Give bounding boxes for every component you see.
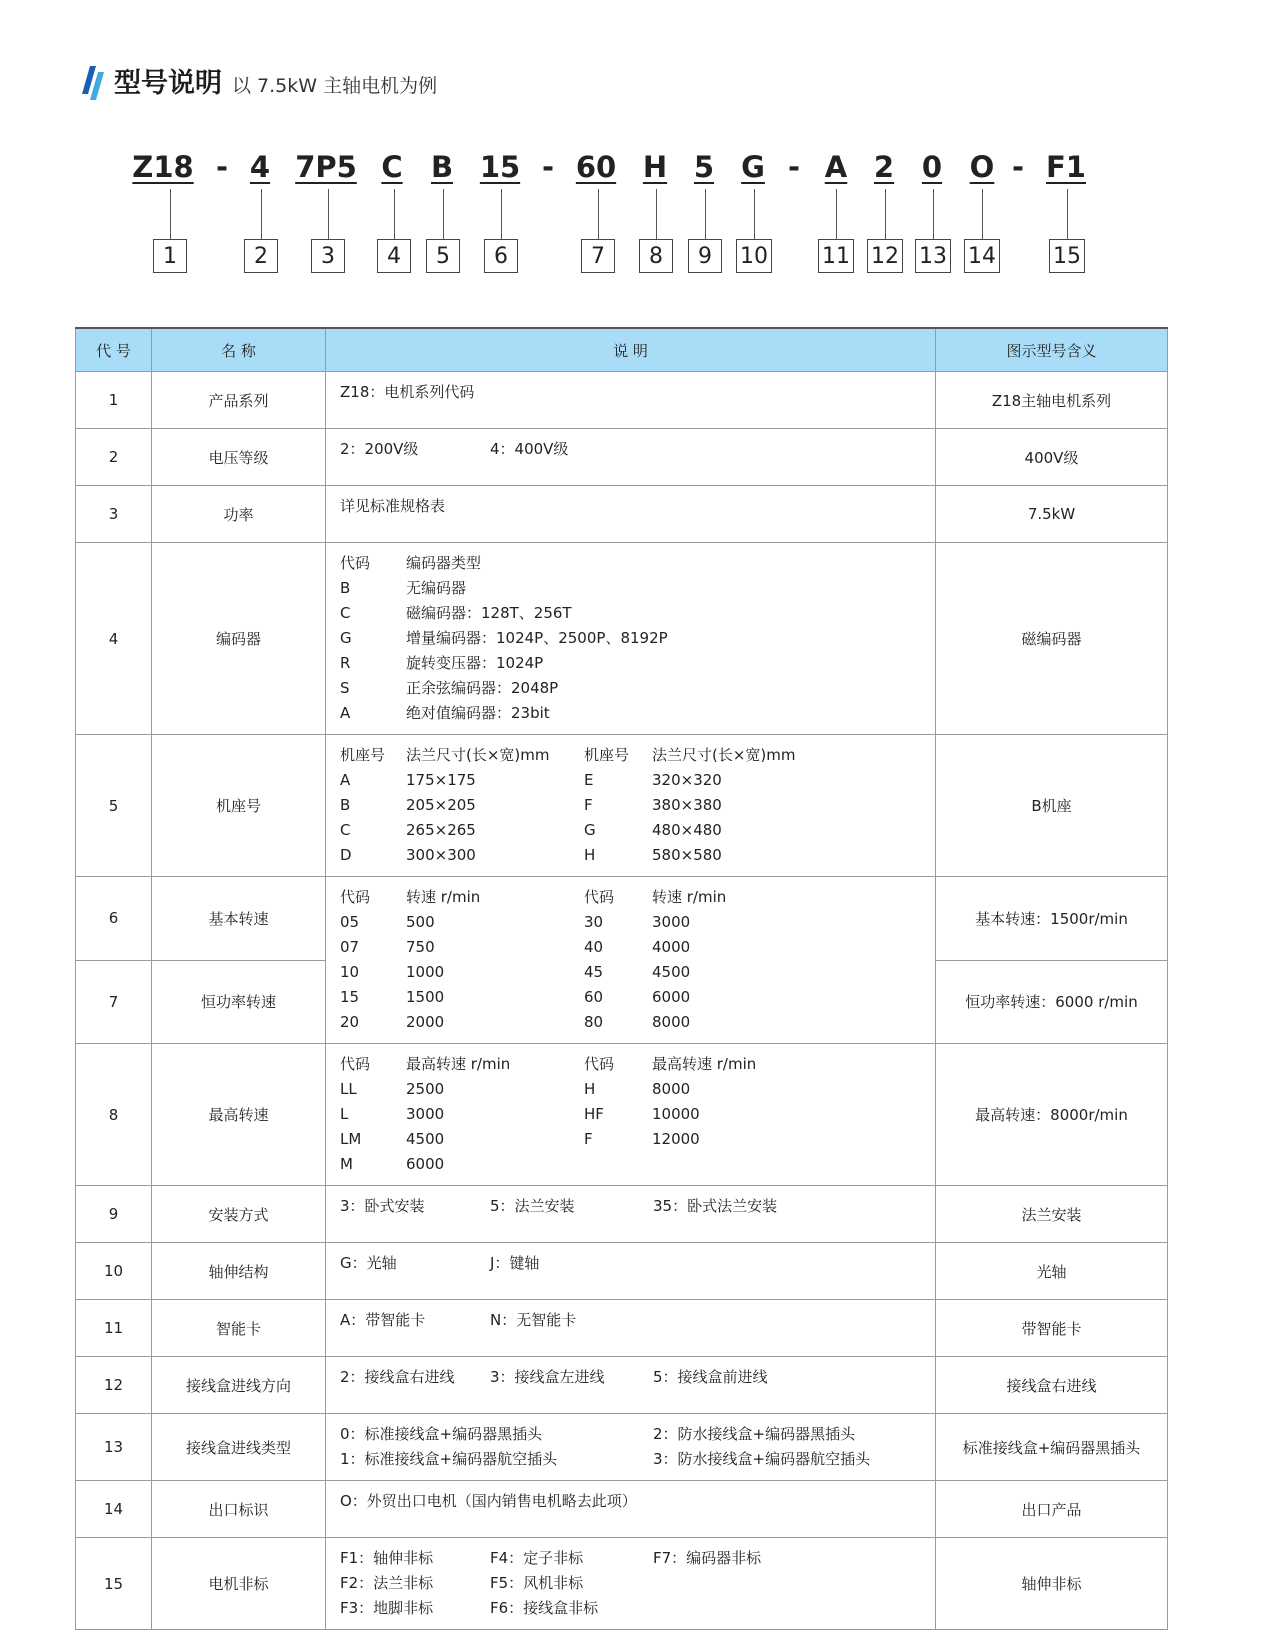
connector-line	[170, 189, 171, 239]
desc-cell: F7：编码器非标	[653, 1549, 762, 1567]
code-segment: 2	[873, 150, 895, 184]
row-name: 电机非标	[152, 1538, 326, 1630]
desc-cell: 205×205	[406, 796, 476, 814]
row-meaning: 光轴	[936, 1243, 1168, 1300]
row-code: 15	[76, 1538, 152, 1630]
row-meaning: 带智能卡	[936, 1300, 1168, 1357]
page-title: 型号说明	[114, 68, 222, 99]
position-number-box: 8	[639, 239, 673, 273]
row-code: 1	[76, 372, 152, 429]
column-header-code: 代 号	[76, 328, 152, 372]
row-meaning: 基本转速：1500r/min	[936, 877, 1168, 961]
code-segment: B	[430, 150, 454, 184]
desc-cell: 代码	[340, 554, 371, 572]
code-segment: G	[741, 150, 765, 184]
desc-cell: C	[340, 821, 351, 839]
desc-cell: L	[340, 1105, 349, 1123]
position-number-box: 2	[244, 239, 278, 273]
code-dash: -	[215, 150, 229, 184]
code-segment: C	[381, 150, 403, 184]
row-description	[326, 1357, 936, 1414]
row-meaning: B机座	[936, 735, 1168, 877]
desc-item: 3：接线盒左进线	[490, 1368, 605, 1386]
desc-item: 2：接线盒右进线	[340, 1368, 455, 1386]
row-description	[326, 429, 936, 486]
desc-cell: A	[340, 704, 351, 722]
desc-cell: 磁编码器：128T、256T	[406, 604, 572, 622]
desc-cell: 300×300	[406, 846, 476, 864]
column-header-meaning: 图示型号含义	[936, 328, 1168, 372]
table-row	[76, 1186, 1168, 1243]
desc-cell: 10	[340, 963, 360, 981]
row-name: 恒功率转速	[152, 960, 326, 1044]
row-description: 详见标准规格表	[326, 486, 936, 543]
desc-cell: 6000	[406, 1155, 445, 1173]
desc-cell: F	[584, 1130, 593, 1148]
row-name: 智能卡	[152, 1300, 326, 1357]
row-meaning: 标准接线盒+编码器黑插头	[936, 1414, 1168, 1481]
connector-line	[261, 189, 262, 239]
position-number-box: 14	[964, 239, 1000, 273]
page-subtitle: 以 7.5kW 主轴电机为例	[232, 75, 438, 97]
table-row	[76, 1243, 1168, 1300]
desc-cell: 转速 r/min	[406, 888, 481, 906]
row-code: 11	[76, 1300, 152, 1357]
desc-cell: 40	[584, 938, 604, 956]
connector-line	[443, 189, 444, 239]
code-segment: Z18	[132, 150, 194, 184]
code-segment: 5	[693, 150, 715, 184]
table-row	[76, 877, 1168, 961]
desc-cell	[584, 1152, 652, 1177]
desc-cell	[652, 1152, 921, 1177]
connector-line	[1067, 189, 1068, 239]
desc-cell: 80	[584, 1013, 604, 1031]
row-name: 安装方式	[152, 1186, 326, 1243]
desc-cell: D	[340, 846, 352, 864]
row-code: 7	[76, 960, 152, 1044]
desc-cell: 2500	[406, 1080, 445, 1098]
code-segment: A	[824, 150, 848, 184]
position-number-box: 13	[915, 239, 951, 273]
desc-item: 5：法兰安装	[490, 1197, 575, 1215]
desc-item: 3：卧式安装	[340, 1197, 425, 1215]
desc-cell: 8000	[652, 1013, 691, 1031]
desc-cell: 1000	[406, 963, 445, 981]
desc-cell: 旋转变压器：1024P	[406, 654, 544, 672]
row-name: 功率	[152, 486, 326, 543]
row-code: 6	[76, 877, 152, 961]
row-description	[326, 735, 936, 877]
table-header-row	[76, 328, 1168, 372]
row-meaning: 恒功率转速：6000 r/min	[936, 960, 1168, 1044]
row-description	[326, 543, 936, 735]
code-segment: 7P5	[295, 150, 357, 184]
table-row	[76, 543, 1168, 735]
model-code-diagram	[0, 0, 1269, 300]
desc-cell: B	[340, 579, 351, 597]
desc-cell: E	[584, 771, 594, 789]
row-meaning: 磁编码器	[936, 543, 1168, 735]
connector-line	[501, 189, 502, 239]
desc-cell: 380×380	[652, 796, 722, 814]
desc-cell: 10000	[652, 1105, 700, 1123]
desc-cell: 绝对值编码器：23bit	[406, 704, 550, 722]
row-code: 8	[76, 1044, 152, 1186]
row-description: Z18：电机系列代码	[326, 372, 936, 429]
row-name: 出口标识	[152, 1481, 326, 1538]
table-row	[76, 372, 1168, 429]
desc-cell: 代码	[340, 888, 371, 906]
connector-line	[982, 189, 983, 239]
code-segment: 4	[249, 150, 271, 184]
desc-cell: 0：标准接线盒+编码器黑插头	[340, 1425, 543, 1443]
table-row	[76, 429, 1168, 486]
desc-cell: 07	[340, 938, 360, 956]
code-dash: -	[541, 150, 555, 184]
code-segment: 60	[575, 150, 617, 184]
position-number-box: 12	[867, 239, 903, 273]
position-number-box: 1	[153, 239, 187, 273]
connector-line	[656, 189, 657, 239]
desc-cell: 1：标准接线盒+编码器航空插头	[340, 1450, 558, 1468]
desc-cell: 480×480	[652, 821, 722, 839]
code-segment: 15	[479, 150, 521, 184]
code-segment: 0	[921, 150, 943, 184]
desc-cell: 60	[584, 988, 604, 1006]
desc-item: N：无智能卡	[490, 1311, 577, 1329]
desc-cell: F4：定子非标	[490, 1549, 584, 1567]
row-description	[326, 1044, 936, 1186]
row-name: 机座号	[152, 735, 326, 877]
row-code: 9	[76, 1186, 152, 1243]
position-number-box: 5	[426, 239, 460, 273]
row-description	[326, 1300, 936, 1357]
desc-item: J：键轴	[490, 1254, 540, 1272]
connector-line	[394, 189, 395, 239]
table-row	[76, 1538, 1168, 1630]
connector-line	[836, 189, 837, 239]
desc-cell: 750	[406, 938, 435, 956]
desc-cell: 3000	[406, 1105, 445, 1123]
desc-cell: G	[340, 629, 352, 647]
row-name: 接线盒进线类型	[152, 1414, 326, 1481]
row-meaning: 轴伸非标	[936, 1538, 1168, 1630]
desc-item: A：带智能卡	[340, 1311, 426, 1329]
desc-cell: G	[584, 821, 596, 839]
table-row	[76, 1300, 1168, 1357]
position-number-box: 4	[377, 239, 411, 273]
row-description	[326, 1186, 936, 1243]
desc-cell: 580×580	[652, 846, 722, 864]
desc-cell: F2：法兰非标	[340, 1574, 434, 1592]
desc-cell: 175×175	[406, 771, 476, 789]
desc-cell: 代码	[584, 888, 615, 906]
position-number-box: 11	[818, 239, 854, 273]
position-number-box: 6	[484, 239, 518, 273]
table-row	[76, 1414, 1168, 1481]
position-number-box: 7	[581, 239, 615, 273]
desc-cell: 编码器类型	[406, 554, 482, 572]
desc-cell: H	[584, 846, 596, 864]
code-segment: H	[642, 150, 668, 184]
row-meaning: Z18主轴电机系列	[936, 372, 1168, 429]
desc-cell: LM	[340, 1130, 362, 1148]
desc-cell: 1500	[406, 988, 445, 1006]
row-meaning: 最高转速：8000r/min	[936, 1044, 1168, 1186]
desc-item: 5：接线盒前进线	[653, 1368, 768, 1386]
column-header-name: 名 称	[152, 328, 326, 372]
desc-cell: C	[340, 604, 351, 622]
connector-line	[705, 189, 706, 239]
connector-line	[885, 189, 886, 239]
desc-cell: 2：防水接线盒+编码器黑插头	[653, 1425, 856, 1443]
table-row	[76, 1481, 1168, 1538]
desc-cell: 265×265	[406, 821, 476, 839]
desc-cell: 2000	[406, 1013, 445, 1031]
code-dash: -	[1011, 150, 1025, 184]
table-row	[76, 1044, 1168, 1186]
row-name: 编码器	[152, 543, 326, 735]
connector-line	[933, 189, 934, 239]
row-meaning: 7.5kW	[936, 486, 1168, 543]
position-number-box: 9	[688, 239, 722, 273]
desc-cell: 12000	[652, 1130, 700, 1148]
row-name: 基本转速	[152, 877, 326, 961]
row-code: 4	[76, 543, 152, 735]
row-code: 3	[76, 486, 152, 543]
desc-cell: 3：防水接线盒+编码器航空插头	[653, 1450, 871, 1468]
desc-cell: F6：接线盒非标	[490, 1599, 599, 1617]
desc-cell: S	[340, 679, 350, 697]
desc-item: 2：200V级	[340, 440, 419, 458]
row-description	[326, 877, 936, 1044]
desc-cell: 30	[584, 913, 604, 931]
position-number-box: 3	[311, 239, 345, 273]
desc-cell: 法兰尺寸(长×宽)mm	[652, 746, 796, 764]
row-description	[326, 1243, 936, 1300]
desc-cell: 45	[584, 963, 604, 981]
row-code: 10	[76, 1243, 152, 1300]
row-name: 轴伸结构	[152, 1243, 326, 1300]
connector-line	[328, 189, 329, 239]
column-header-description: 说 明	[326, 328, 936, 372]
row-meaning: 出口产品	[936, 1481, 1168, 1538]
desc-cell: 4000	[652, 938, 691, 956]
desc-item: 4：400V级	[490, 440, 569, 458]
row-description	[326, 1414, 936, 1481]
desc-cell: F5：风机非标	[490, 1574, 584, 1592]
connector-line	[754, 189, 755, 239]
desc-cell: 500	[406, 913, 435, 931]
desc-cell: 法兰尺寸(长×宽)mm	[406, 746, 550, 764]
desc-cell: 3000	[652, 913, 691, 931]
desc-cell: 转速 r/min	[652, 888, 727, 906]
desc-cell: 4500	[406, 1130, 445, 1148]
desc-cell: 机座号	[340, 746, 386, 764]
row-meaning: 接线盒右进线	[936, 1357, 1168, 1414]
desc-cell: 正余弦编码器：2048P	[406, 679, 559, 697]
desc-cell: F1：轴伸非标	[340, 1549, 434, 1567]
desc-cell: H	[584, 1080, 596, 1098]
desc-cell: 增量编码器：1024P、2500P、8192P	[406, 629, 668, 647]
desc-cell: 最高转速 r/min	[652, 1055, 757, 1073]
code-dash: -	[787, 150, 801, 184]
connector-line	[598, 189, 599, 239]
row-meaning: 400V级	[936, 429, 1168, 486]
desc-cell: 机座号	[584, 746, 630, 764]
desc-cell: 05	[340, 913, 360, 931]
desc-cell: HF	[584, 1105, 604, 1123]
row-meaning: 法兰安装	[936, 1186, 1168, 1243]
position-number-box: 10	[736, 239, 772, 273]
desc-cell: 8000	[652, 1080, 691, 1098]
desc-cell: F	[584, 796, 593, 814]
desc-item: 35：卧式法兰安装	[653, 1197, 778, 1215]
desc-item: G：光轴	[340, 1254, 397, 1272]
code-segment: F1	[1046, 150, 1086, 184]
desc-cell: 20	[340, 1013, 360, 1031]
row-name: 最高转速	[152, 1044, 326, 1186]
desc-cell: R	[340, 654, 351, 672]
desc-cell: A	[340, 771, 351, 789]
row-code: 12	[76, 1357, 152, 1414]
desc-cell: 代码	[340, 1055, 371, 1073]
row-code: 5	[76, 735, 152, 877]
row-name: 接线盒进线方向	[152, 1357, 326, 1414]
desc-cell: 最高转速 r/min	[406, 1055, 511, 1073]
desc-cell: 6000	[652, 988, 691, 1006]
row-code: 13	[76, 1414, 152, 1481]
row-code: 2	[76, 429, 152, 486]
row-description	[326, 1538, 936, 1630]
table-row	[76, 1357, 1168, 1414]
table-row	[76, 486, 1168, 543]
desc-cell: LL	[340, 1080, 357, 1098]
code-segment: O	[969, 150, 995, 184]
desc-cell: 代码	[584, 1055, 615, 1073]
model-spec-table	[75, 327, 1168, 1630]
row-code: 14	[76, 1481, 152, 1538]
position-number-box: 15	[1049, 239, 1085, 273]
table-row	[76, 735, 1168, 877]
desc-cell: 4500	[652, 963, 691, 981]
row-name: 产品系列	[152, 372, 326, 429]
desc-cell: F3：地脚非标	[340, 1599, 434, 1617]
desc-cell: 无编码器	[406, 579, 467, 597]
desc-cell: B	[340, 796, 351, 814]
desc-cell: M	[340, 1155, 353, 1173]
desc-cell: 15	[340, 988, 360, 1006]
row-description: O：外贸出口电机（国内销售电机略去此项）	[326, 1481, 936, 1538]
row-name: 电压等级	[152, 429, 326, 486]
desc-cell	[653, 1571, 921, 1596]
desc-cell: 320×320	[652, 771, 722, 789]
